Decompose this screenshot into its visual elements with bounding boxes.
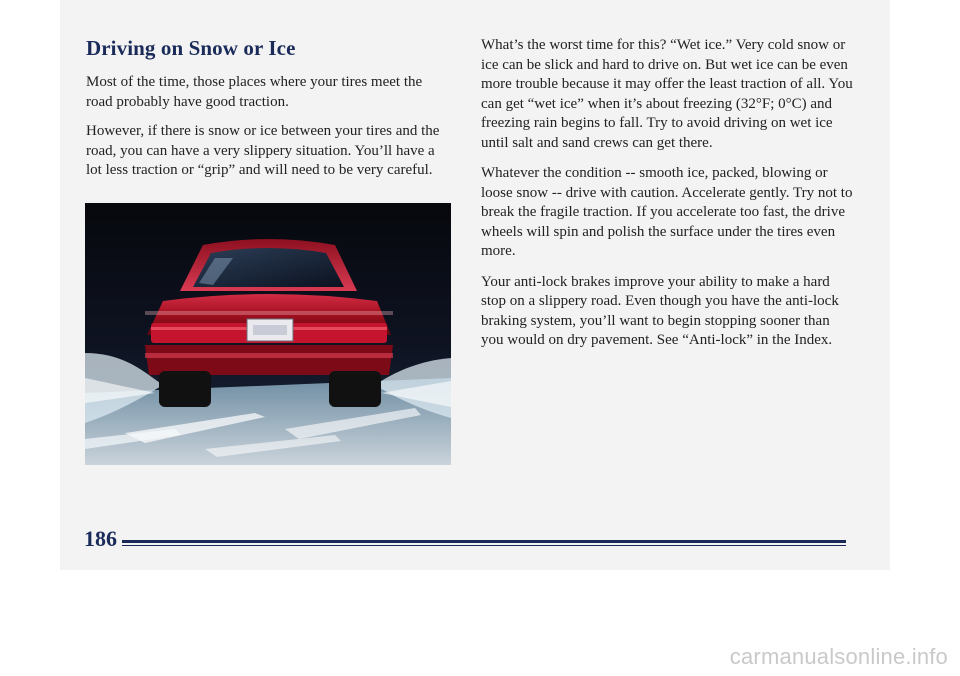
section-heading: Driving on Snow or Ice <box>86 36 296 60</box>
right-paragraph-1: What’s the worst time for this? “Wet ice.” Very cold snow or ice can be slick and hard to drive on. But wet ice can be even more trouble because it may offer the least traction of all. You can get “wet ice” when it’s about freezing (32°F; 0°C) and freezing rain begins to fall. Try to avoid driving on wet ice until salt and sand crews can get there. <box>481 37 853 151</box>
page-number: 186 <box>84 526 117 551</box>
right-paragraph-2: Whatever the condition -- smooth ice, packed, blowing or loose snow -- drive with caution. Accelerate gently. Try not to break the fragile traction. If you accelerate too fast, the drive wheels will spin and polish the surface under the tires even more. <box>481 165 853 259</box>
footer-rule <box>122 540 846 543</box>
car-on-ice-illustration <box>85 203 451 465</box>
right-paragraph-3: Your anti-lock brakes improve your ability to make a hard stop on a slippery road. Even though you have the anti-lock braking system, you’ll want to begin stopping sooner than you would on dry pavement. See “Anti-lock” in the Index. <box>481 273 839 348</box>
watermark: carmanualsonline.info <box>729 644 948 669</box>
footer-rule-thin <box>122 545 846 546</box>
left-column <box>86 36 452 191</box>
left-paragraph-2: However, if there is snow or ice between your tires and the road, you can have a very slippery situation. You’ll have a lot less traction or “grip” and will need to be very careful. <box>86 123 440 178</box>
left-paragraph-1: Most of the time, those places where your tires meet the road probably have good traction. <box>86 74 423 110</box>
right-column <box>481 36 853 362</box>
